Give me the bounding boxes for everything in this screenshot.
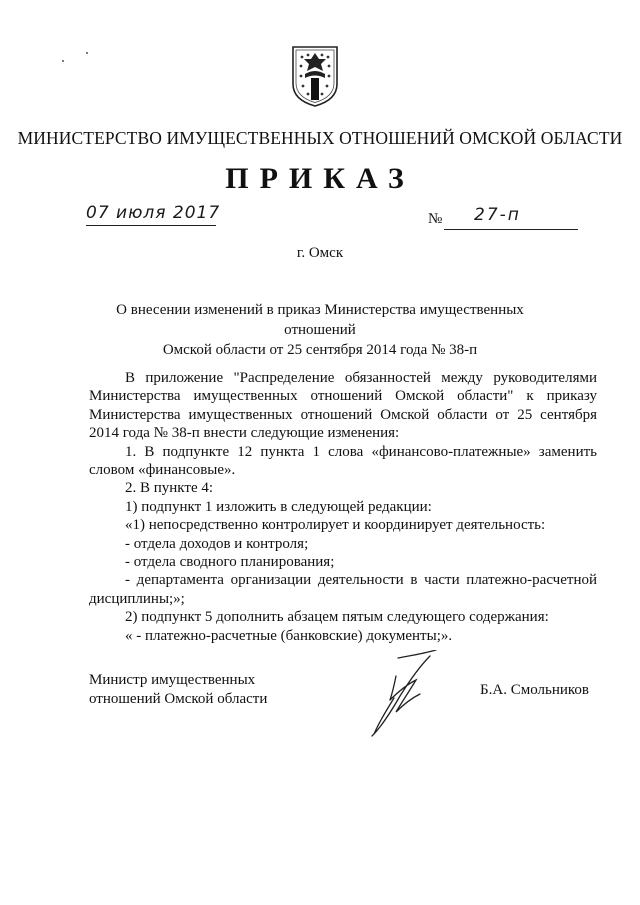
- subject-line: Омской области от 25 сентября 2014 года № 38-п: [162, 342, 478, 358]
- signer-title-line: Министр имущественных: [89, 672, 256, 688]
- handwritten-signature: [360, 650, 450, 740]
- scan-speck: [62, 60, 64, 62]
- signer-name: Б.А. Смольников: [480, 682, 589, 698]
- scan-speck: [86, 52, 88, 54]
- body-paragraph: 2) подпункт 5 дополнить абзацем пятым следующего содержания:: [125, 609, 549, 626]
- order-body: [89, 369, 597, 645]
- body-paragraph: « - платежно-расчетные (банковские) документы;».: [125, 627, 453, 644]
- body-paragraph: - отдела сводного планирования;: [125, 554, 335, 571]
- document-type-title: ПРИКАЗ: [225, 162, 415, 195]
- body-paragraph: - отдела доходов и контроля;: [125, 535, 309, 552]
- number-label: №: [428, 211, 443, 227]
- body-paragraph: «1) непосредственно контролирует и координирует деятельность:: [125, 517, 546, 534]
- body-paragraph: 1. В подпункте 12 пункта 1 слова «финансово-платежные» заменить словом «финансовые».: [89, 443, 597, 479]
- signer-title: [89, 671, 267, 708]
- subject-line: О внесении изменений в приказ Министерства имущественных отношений: [116, 302, 524, 338]
- date-underline: [86, 225, 216, 226]
- coat-of-arms-icon: [290, 44, 340, 108]
- handwritten-date: 07 июля 2017: [86, 203, 221, 223]
- number-underline: [444, 229, 578, 230]
- handwritten-order-number: 27-п: [474, 205, 521, 225]
- signer-title-line: отношений Омской области: [89, 690, 268, 707]
- city: г. Омск: [296, 245, 344, 261]
- body-paragraph: В приложение "Распределение обязанностей между руководителями Министерства имущественных отношений Омской области" к приказу Министерства имущественных отношений Омской области от 25 сентября 2014 года № 38-п внести следующие изменения:: [89, 370, 597, 442]
- body-paragraph: 1) подпункт 1 изложить в следующей редакции:: [125, 498, 432, 515]
- ministry-name: МИНИСТЕРСТВО ИМУЩЕСТВЕННЫХ ОТНОШЕНИЙ ОМСКОЙ ОБЛАСТИ: [17, 128, 623, 148]
- body-paragraph: - департамента организации деятельности в части платежно-расчетной дисциплины;»;: [89, 572, 597, 607]
- body-paragraph: 2. В пункте 4:: [125, 480, 214, 497]
- order-subject: [90, 300, 550, 360]
